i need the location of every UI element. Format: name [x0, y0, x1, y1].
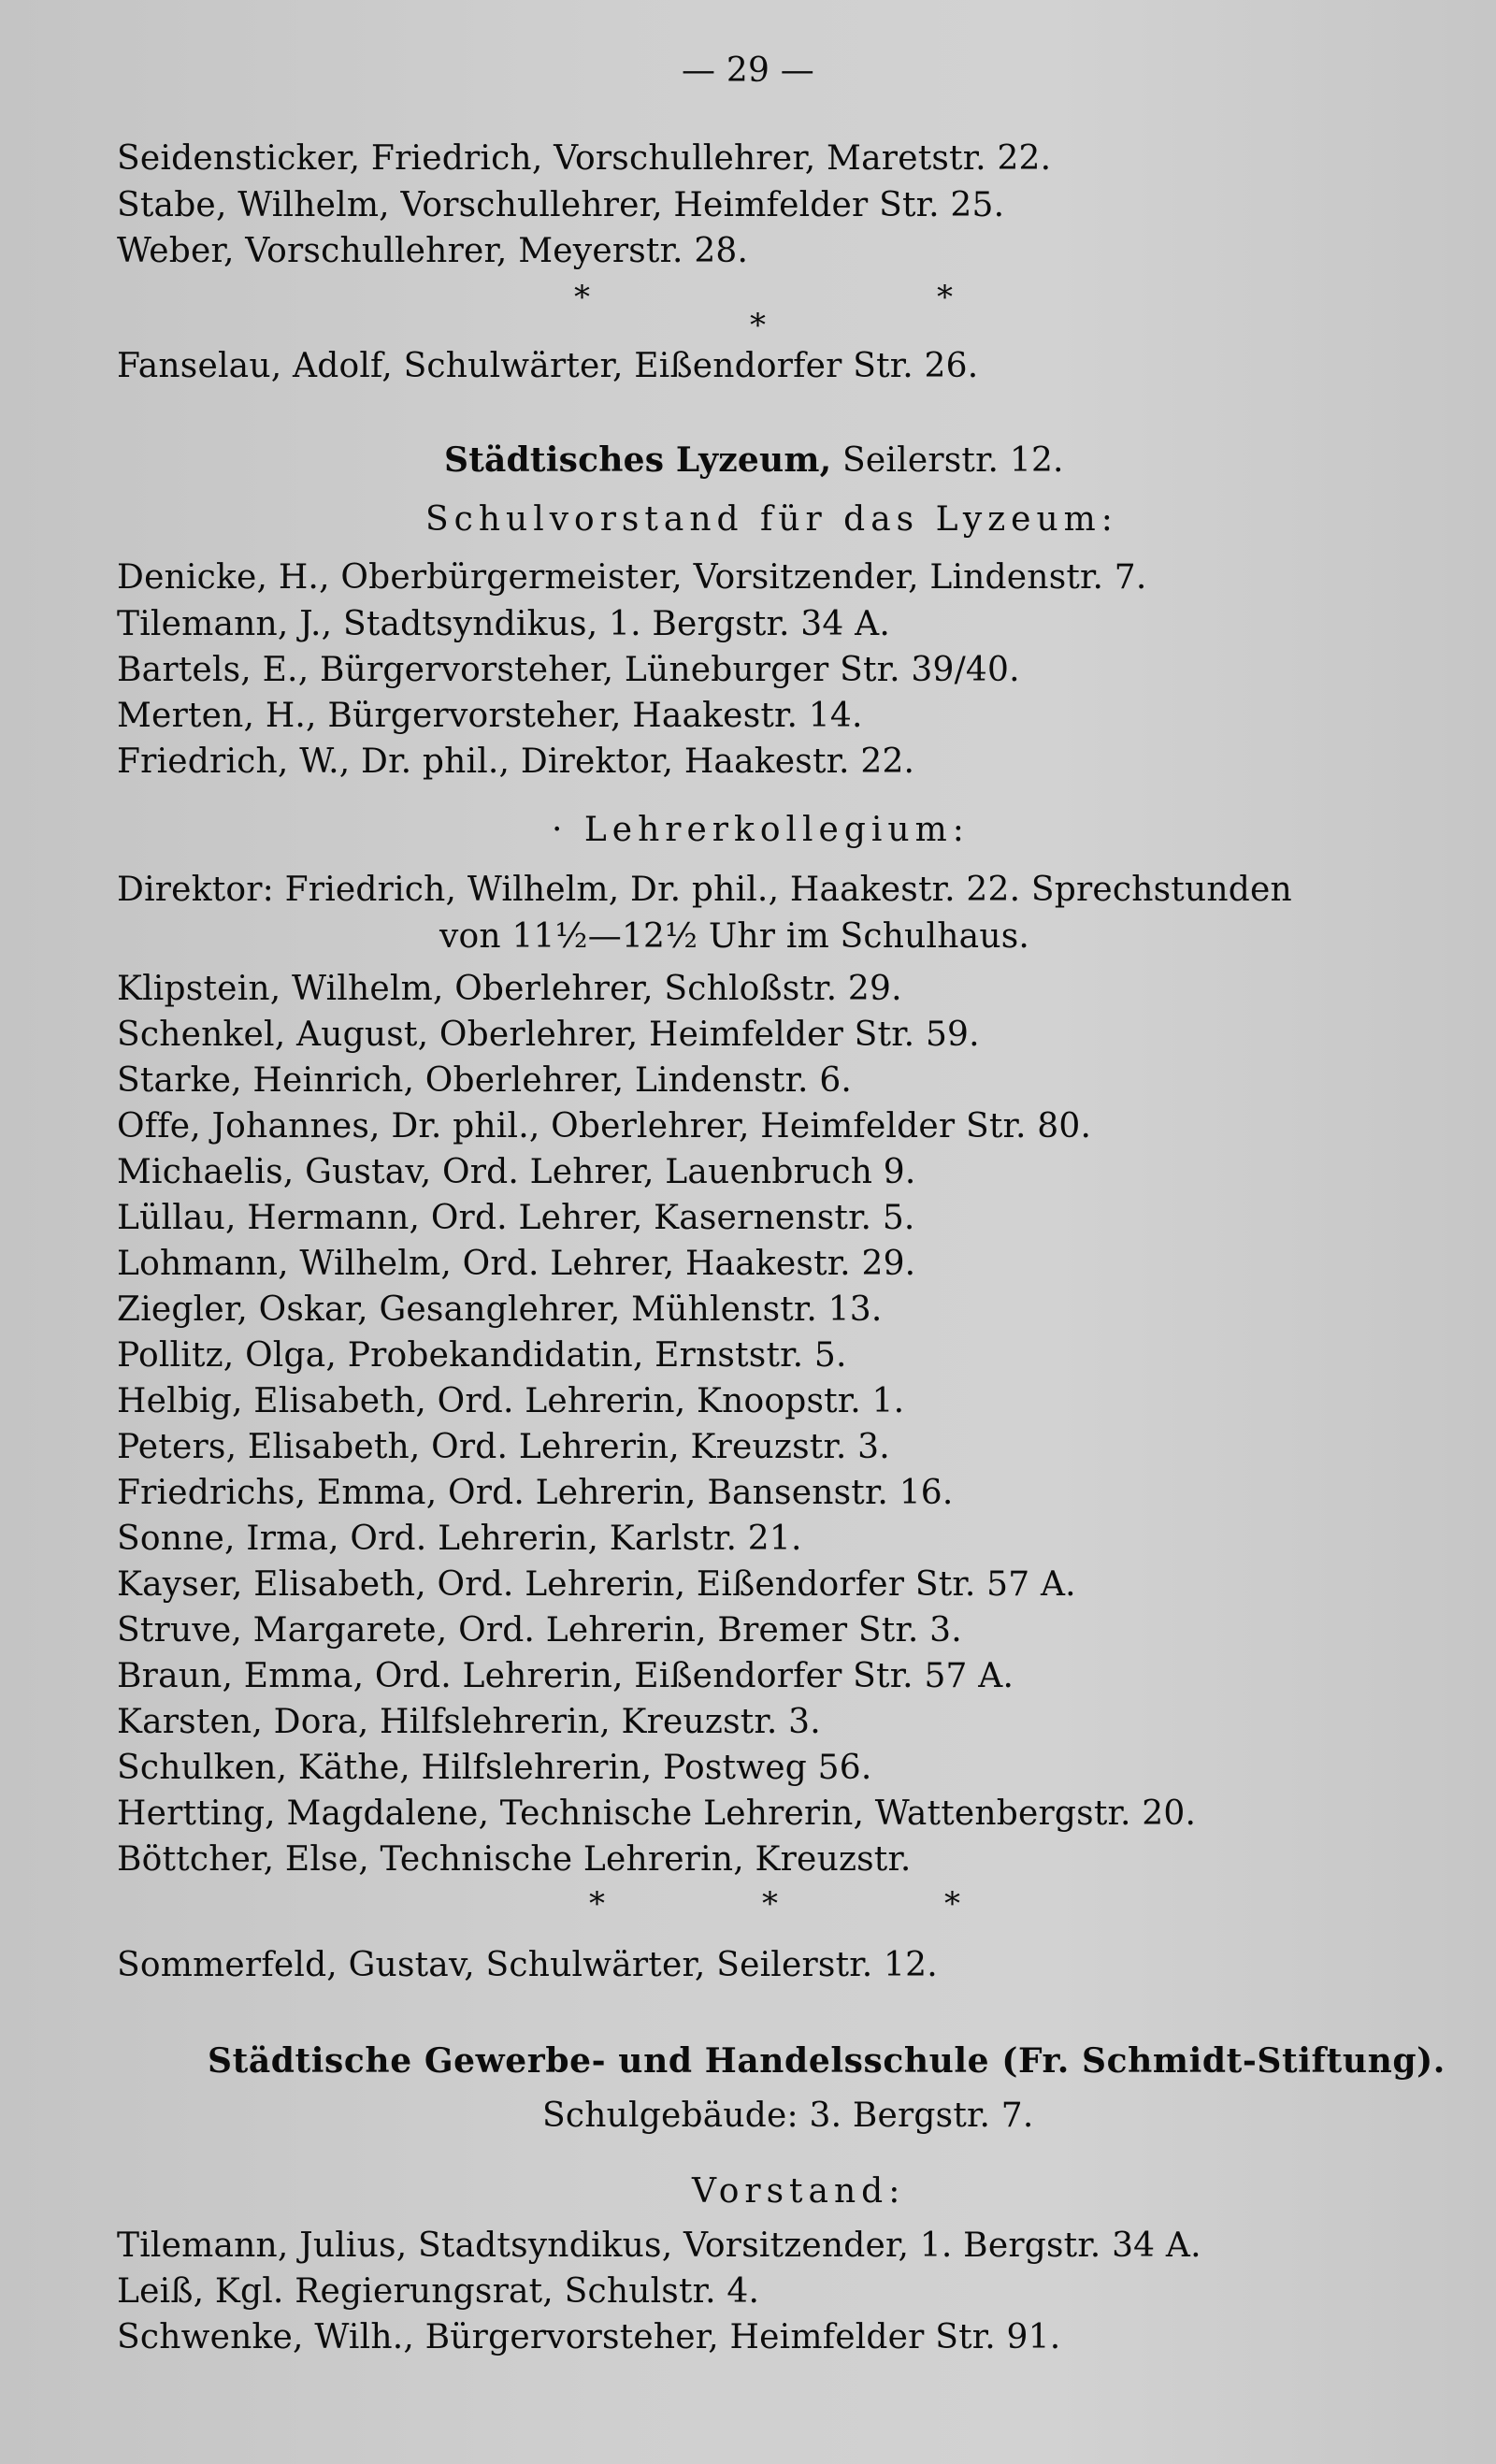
entry-line: Weber, Vorschullehrer, Meyerstr. 28. [117, 232, 749, 270]
staff-member: Kayser, Elisabeth, Ord. Lehrerin, Eißendorfer Str. 57 A. [117, 1565, 1076, 1604]
staff-member: Offe, Johannes, Dr. phil., Oberlehrer, Heimfelder Str. 80. [117, 1107, 1092, 1146]
page-number: — 29 — [682, 51, 814, 90]
board-member: Merten, H., Bürgervorsteher, Haakestr. 14. [117, 697, 863, 735]
separator-star: * [944, 1885, 960, 1923]
section-heading-name: Städtisches Lyzeum, [444, 440, 832, 480]
entry-line: Stabe, Wilhelm, Vorschullehrer, Heimfelder Str. 25. [117, 186, 1005, 224]
separator-star: * [574, 279, 590, 316]
board-member: Leiß, Kgl. Regierungsrat, Schulstr. 4. [117, 2272, 760, 2311]
director-hours-line: von 11½—12½ Uhr im Schulhaus. [439, 917, 1030, 956]
school-building-line: Schulgebäude: 3. Bergstr. 7. [542, 2097, 1034, 2135]
subheading-staff: · Lehrerkollegium: [552, 811, 970, 849]
staff-member: Ziegler, Oskar, Gesanglehrer, Mühlenstr. 13. [117, 1290, 883, 1329]
staff-member: Michaelis, Gustav, Ord. Lehrer, Lauenbruch 9. [117, 1153, 916, 1191]
staff-member: Struve, Margarete, Ord. Lehrerin, Bremer Str. 3. [117, 1611, 962, 1650]
section-heading-lyzeum [444, 439, 1064, 482]
entry-line: Fanselau, Adolf, Schulwärter, Eißendorfer Str. 26. [117, 347, 979, 385]
staff-member: Schenkel, August, Oberlehrer, Heimfelder Str. 59. [117, 1016, 980, 1054]
subheading-board: Schulvorstand für das Lyzeum: [425, 500, 1118, 539]
director-line: Direktor: Friedrich, Wilhelm, Dr. phil., Haakestr. 22. Sprechstunden [117, 871, 1292, 909]
board-member: Tilemann, Julius, Stadtsyndikus, Vorsitzender, 1. Bergstr. 34 A. [117, 2226, 1201, 2265]
staff-member: Peters, Elisabeth, Ord. Lehrerin, Kreuzstr. 3. [117, 1428, 890, 1466]
staff-member: Pollitz, Olga, Probekandidatin, Ernststr. 5. [117, 1336, 847, 1375]
staff-member: Friedrichs, Emma, Ord. Lehrerin, Bansenstr. 16. [117, 1474, 954, 1512]
board-member: Schwenke, Wilh., Bürgervorsteher, Heimfelder Str. 91. [117, 2318, 1061, 2356]
board-member: Denicke, H., Oberbürgermeister, Vorsitzender, Lindenstr. 7. [117, 558, 1147, 597]
section-heading-gewerbeschule: Städtische Gewerbe- und Handelsschule (Fr. Schmidt-Stiftung). [208, 2041, 1446, 2081]
staff-member: Helbig, Elisabeth, Ord. Lehrerin, Knoopstr. 1. [117, 1382, 905, 1420]
staff-member: Braun, Emma, Ord. Lehrerin, Eißendorfer Str. 57 A. [117, 1657, 1014, 1695]
staff-member: Schulken, Käthe, Hilfslehrerin, Postweg 56. [117, 1749, 872, 1787]
separator-star: * [589, 1885, 605, 1923]
separator-star: * [937, 279, 953, 316]
staff-member: Lohmann, Wilhelm, Ord. Lehrer, Haakestr. 29. [117, 1245, 916, 1283]
staff-member: Lüllau, Hermann, Ord. Lehrer, Kasernenstr. 5. [117, 1199, 915, 1237]
separator-star: * [750, 307, 766, 344]
entry-line: Seidensticker, Friedrich, Vorschullehrer, Maretstr. 22. [117, 139, 1052, 178]
board-member: Bartels, E., Bürgervorsteher, Lüneburger Str. 39/40. [117, 651, 1020, 689]
staff-member: Klipstein, Wilhelm, Oberlehrer, Schloßstr. 29. [117, 970, 902, 1008]
staff-member: Hertting, Magdalene, Technische Lehrerin, Wattenbergstr. 20. [117, 1794, 1197, 1833]
subheading-vorstand: Vorstand: [692, 2172, 906, 2211]
staff-member: Sonne, Irma, Ord. Lehrerin, Karlstr. 21. [117, 1520, 802, 1558]
staff-member: Starke, Heinrich, Oberlehrer, Lindenstr. 6. [117, 1061, 853, 1100]
board-member: Tilemann, J., Stadtsyndikus, 1. Bergstr. 34 A. [117, 605, 890, 643]
separator-star: * [762, 1885, 778, 1923]
section-heading-address: Seilerstr. 12. [842, 441, 1064, 480]
board-member: Friedrich, W., Dr. phil., Direktor, Haakestr. 22. [117, 742, 915, 781]
janitor-line: Sommerfeld, Gustav, Schulwärter, Seilerstr. 12. [117, 1946, 938, 1984]
staff-member: Karsten, Dora, Hilfslehrerin, Kreuzstr. 3. [117, 1703, 821, 1741]
staff-member: Böttcher, Else, Technische Lehrerin, Kreuzstr. [117, 1840, 912, 1879]
